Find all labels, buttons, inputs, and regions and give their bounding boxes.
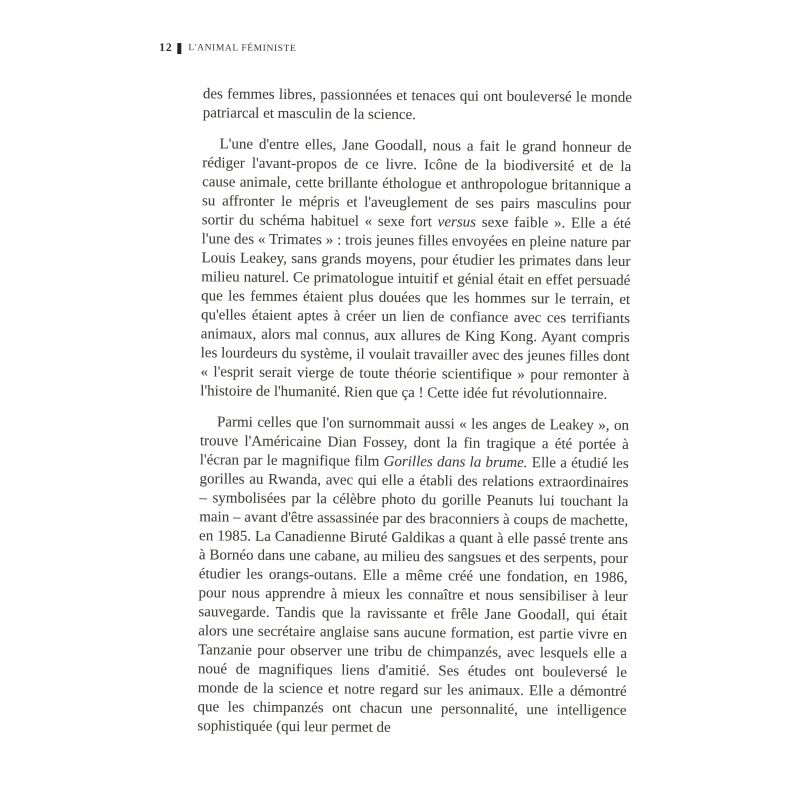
running-title: L'ANIMAL FÉMINISTE: [188, 43, 297, 55]
italic-text-run: versus: [437, 214, 477, 231]
italic-text-run: Gorilles dans la brume.: [383, 453, 528, 472]
text-run: Elle a étudié les gorilles au Rwanda, avec qui elle a établi des relations extraordinaires – symbolisées par la célèbre photo du gorille Peanuts lui touchant la main – avant d'être assassinée par des braconniers à coups de machette, en 1985. La Canadienne Biruté Galdikas a quant à elle passé trente ans à Bornéo dans une cabane, au milieu des sangsues et des serpents, pour étudier les orangs-outans. Elle a même créé une fondation, en 1986, pour nous apprendre à mieux les connaître et nous sensibiliser à leur sauvegarde. Tandis que la ravissante et frêle Jane Goodall, qui était alors une secrétaire anglaise sans aucune formation, est partie vivre en Tanzanie pour observer une tribu de chimpanzés, avec lesquels elle a noué de magnifiques liens d'amitié. Ses études ont bouleversé le monde de la science et notre regard sur les animaux. Elle a démontré que les chimpanzés ont chacun une personnalité, une intelligence sophistiquée (qui leur permet de: [197, 455, 629, 736]
body-text-block: [197, 85, 632, 740]
paragraph: [200, 135, 631, 405]
page-number: 12: [159, 41, 173, 54]
text-run: Parmi celles que l'on surnommait aussi « les anges de Leakey », on trouve l'Américaine Dian Fossey, dont la fin tragique a été portée à l'écran par le magnifique film: [199, 414, 630, 470]
text-run: L'une d'entre elles, Jane Goodall, nous a fait le grand honneur de rédiger l'avant-propos de ce livre. Icône de la biodiversité et de la cause animale, cette brillante éthologue et anthropologue britannique a su affronter le mépris et l'aveuglement de ses pairs masculins pour sortir du schéma habituel « sexe fort: [201, 136, 632, 231]
paragraph: [203, 85, 632, 127]
text-run: sexe faible ». Elle a été l'une des « Trimates » : trois jeunes filles envoyées en pleine nature par Louis Leakey, sans grands moyens, pour étudier les primates dans leur milieu naturel. Ce primatologue intuitif et génial était en effet persuadé que les femmes étaient plus douées que les hommes sur le terrain, et qu'elles étaient aptes à créer un lien de confiance avec ces terrifiants animaux, alors mal connus, aux allures de King Kong. Ayant compris les lourdeurs du système, il voulait travailler avec des jeunes filles dont « l'esprit serait vierge de toute théorie scientifique » pour remonter à l'histoire de l'humanité. Rien que ça ! Cette idée fut révolutionnaire.: [200, 214, 631, 403]
paragraph: [197, 413, 629, 740]
page-header: [159, 42, 296, 55]
header-separator-bar: [177, 43, 181, 54]
text-run: des femmes libres, passionnées et tenaces qui ont bouleversé le monde patriarcal et masculin de la science.: [202, 86, 632, 124]
